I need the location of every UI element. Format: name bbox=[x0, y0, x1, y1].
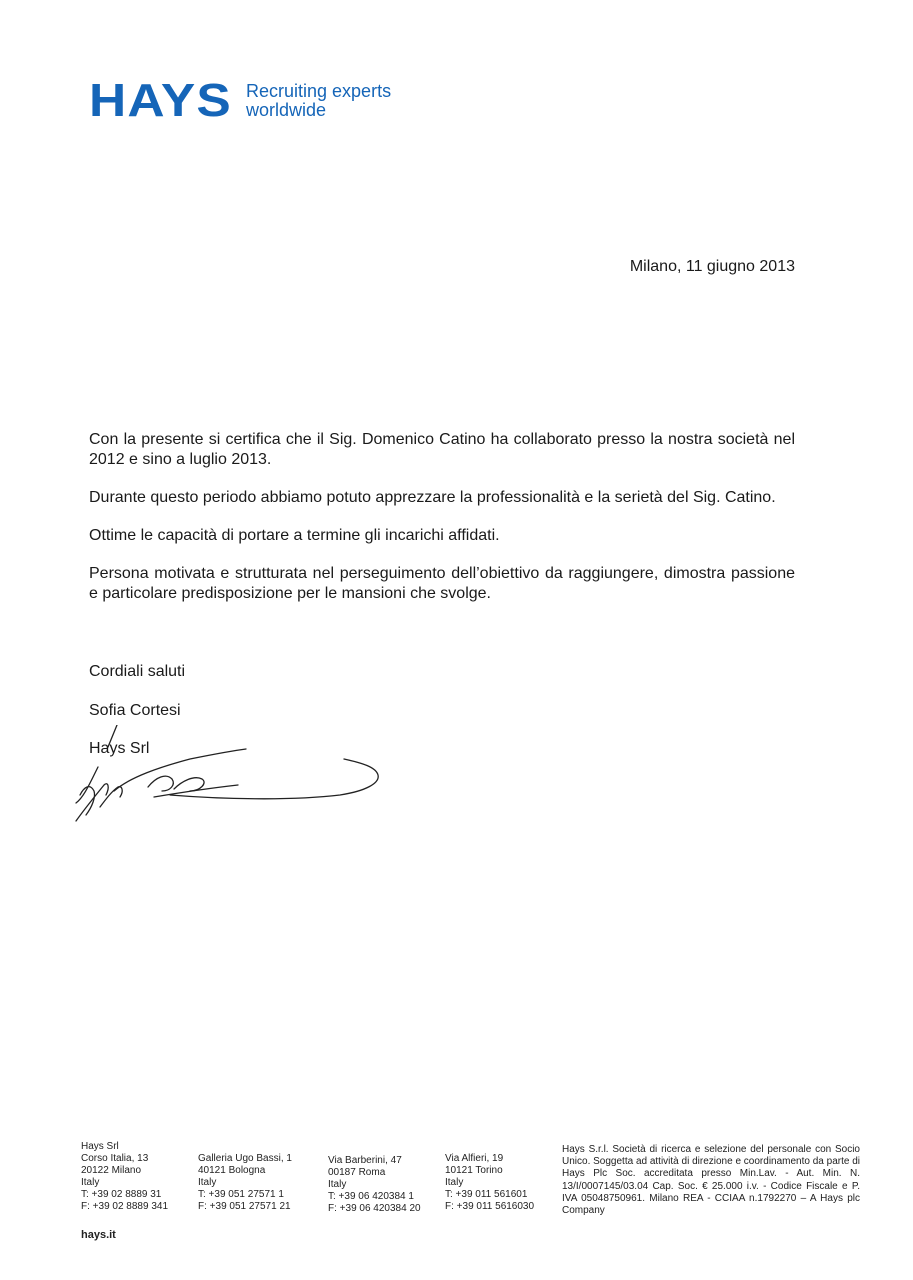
signer-company: Hays Srl bbox=[89, 740, 150, 757]
handwritten-signature bbox=[70, 725, 400, 835]
footer-line: T: +39 011 561601 bbox=[445, 1189, 528, 1200]
footer-line: F: +39 051 27571 21 bbox=[198, 1201, 291, 1212]
footer-line: T: +39 06 420384 1 bbox=[328, 1191, 414, 1202]
paragraph: Persona motivata e strutturata nel perseguimento dell’obiettivo da raggiungere, dimostra passione e particolare predisposizione per le mansioni che svolge. bbox=[89, 565, 795, 602]
paragraph: Con la presente si certifica che il Sig. Domenico Catino ha collaborato presso la nostra società nel 2012 e sino a luglio 2013. bbox=[89, 431, 795, 468]
footer-website: hays.it bbox=[81, 1229, 116, 1241]
footer-office-torino bbox=[445, 1153, 534, 1213]
footer-line: 00187 Roma bbox=[328, 1167, 386, 1178]
footer-line: F: +39 06 420384 20 bbox=[328, 1203, 421, 1214]
paragraph: Durante questo periodo abbiamo potuto apprezzare la professionalità e la serietà del Sig. Catino. bbox=[89, 489, 776, 506]
footer-office-milano bbox=[81, 1141, 168, 1213]
logo-tagline: Recruiting experts worldwide bbox=[246, 81, 392, 120]
footer-office-roma bbox=[328, 1155, 421, 1215]
footer-line: 10121 Torino bbox=[445, 1165, 503, 1176]
hays-logo bbox=[89, 74, 392, 126]
signer-name: Sofia Cortesi bbox=[89, 702, 181, 719]
footer-line: Galleria Ugo Bassi, 1 bbox=[198, 1153, 292, 1164]
footer-line: T: +39 051 27571 1 bbox=[198, 1189, 284, 1200]
paragraph: Ottime le capacità di portare a termine gli incarichi affidati. bbox=[89, 527, 500, 544]
footer-line: Corso Italia, 13 bbox=[81, 1153, 149, 1164]
footer-line: F: +39 011 5616030 bbox=[445, 1201, 535, 1212]
footer-line: T: +39 02 8889 31 bbox=[81, 1189, 162, 1200]
closing-greeting: Cordiali saluti bbox=[89, 663, 186, 680]
letter-date: Milano, 11 giugno 2013 bbox=[629, 258, 795, 275]
footer-office-bologna bbox=[198, 1153, 292, 1213]
footer-line: 40121 Bologna bbox=[198, 1165, 266, 1176]
footer-line: Italy bbox=[198, 1177, 217, 1188]
footer-line: Via Alfieri, 19 bbox=[445, 1153, 504, 1164]
logo-mark: HAYS bbox=[89, 74, 232, 126]
footer-line: Via Barberini, 47 bbox=[328, 1155, 402, 1166]
letter-body bbox=[89, 430, 795, 622]
footer-line: Italy bbox=[81, 1177, 100, 1188]
footer-legal-notice: Hays S.r.l. Società di ricerca e selezione del personale con Socio Unico. Soggetta ad attività di direzione e coordinamento da parte di Hays Plc Soc. accreditata presso Min.Lav. - Aut. Min. N. 13/I/0007145/03.04 Cap. Soc. € 25.000 i.v. - Codice Fiscale e P. IVA 05048750961. Milano REA - CCIAA n.1792270 – A Hays plc Company bbox=[562, 1144, 860, 1217]
footer-line: F: +39 02 8889 341 bbox=[81, 1201, 169, 1212]
footer-line: 20122 Milano bbox=[81, 1165, 142, 1176]
footer-line: Italy bbox=[328, 1179, 347, 1190]
footer-line: Italy bbox=[445, 1177, 464, 1188]
footer-line: Hays Srl bbox=[81, 1141, 119, 1152]
